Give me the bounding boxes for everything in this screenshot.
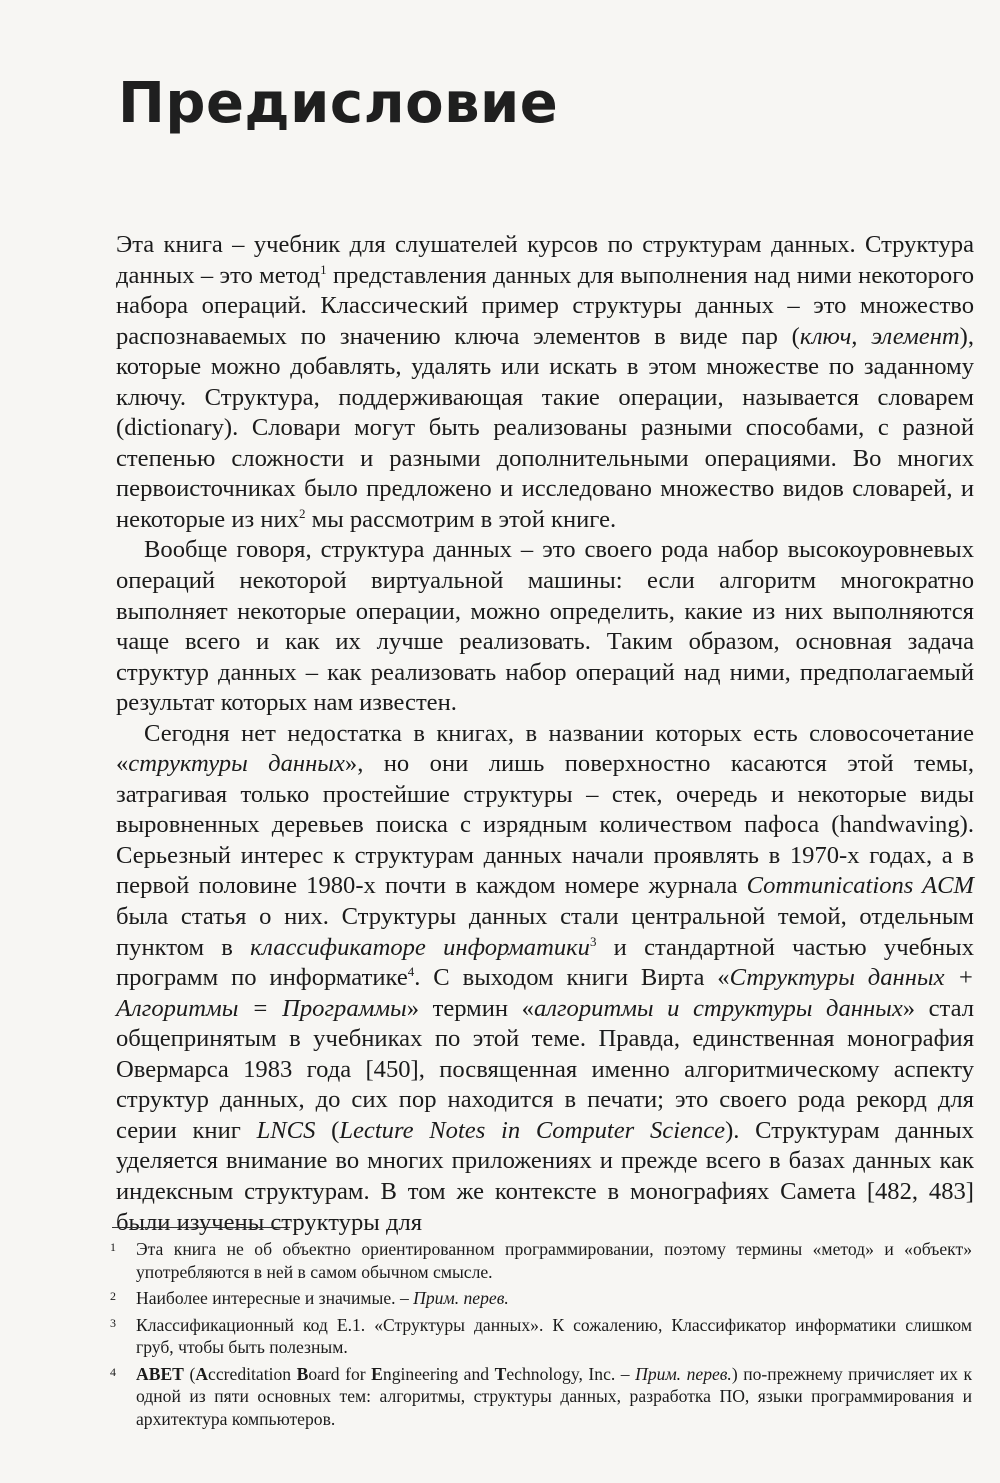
text-run: ). Структурам данных уделяется внимание во многих приложениях и прежде всего в базах данных как индексным структурам. В том же контексте в монографиях Самета [482, 483] были изучены структуры для (116, 1116, 974, 1236)
footnote-ref: 3 (589, 933, 597, 949)
italic-text: Структуры данных + Алгоритмы = Программы (116, 964, 974, 1022)
text-run: Наиболее интересные и значимые. – (136, 1288, 414, 1308)
footnote (104, 1363, 972, 1431)
body-text (116, 230, 974, 1238)
footnote-ref: 2 (299, 505, 306, 521)
footnote-number: 2 (110, 1289, 116, 1303)
italic-text: классификаторе информатики (250, 933, 590, 961)
italic-text: алгоритмы и структуры данных (533, 994, 903, 1022)
text-run: представления данных для выполнения над ними некоторого набора операций. Классический пример структуры данных – это множество распознаваемых по значению ключа элементов в виде пар ( (116, 261, 974, 350)
footnote-text (136, 1288, 509, 1308)
text-run: . С выходом книги Вирта « (414, 964, 730, 992)
bold-text: A (195, 1363, 209, 1384)
footnotes (104, 1238, 972, 1434)
footnote-text (136, 1364, 972, 1429)
text-run: ), которые можно добавлять, удалять или искать в этом множестве по заданному ключу. Структура, поддерживающая такие операции, называется словарем (dictionary). Словари могут быть реализованы разными способами, с разной степенью сложности и разными дополнительными операциями. Во многих первоисточниках было предложено и исследовано множество видов словарей, и некоторые из них (116, 322, 974, 533)
bold-text: ABET (136, 1363, 184, 1384)
italic-text: Прим. перев. (413, 1288, 509, 1308)
paragraph (116, 230, 974, 535)
text-run: ccreditation (208, 1363, 297, 1384)
bold-text: E (371, 1363, 383, 1384)
bold-text: B (296, 1363, 309, 1384)
text-run: oard for (308, 1363, 372, 1384)
footnote (104, 1287, 972, 1310)
text-run: », но они лишь поверхностно касаются этой темы, затрагивая только простейшие структуры – стек, очередь и некоторые виды выровненных деревьев поиска с изрядным количеством пафоса (handwaving). Серьезный интерес к структурам данных начали проявлять в 1970-х годах, а в первой половине 1980-х почти в каждом номере журнала (116, 750, 974, 900)
footnote-ref: 1 (320, 261, 327, 277)
footnote-number: 4 (110, 1364, 116, 1379)
italic-text: LNCS (256, 1116, 316, 1144)
text-run: » термин « (406, 994, 534, 1022)
text-run: и стандартной частью учебных программ по информатике (116, 933, 975, 992)
italic-text: Прим. перев. (635, 1363, 732, 1384)
italic-text: Communications ACM (746, 872, 974, 900)
text-run: » стал общепринятым в учебниках по этой теме. Правда, единственная монография Овермарса 1983 года [450], посвященная именно алгоритмическому аспекту структур данных, до сих пор находится в печати; это своего рода рекорд для серии книг (116, 994, 974, 1144)
footnote (104, 1238, 972, 1283)
footnote-number: 1 (110, 1240, 116, 1254)
paragraph (116, 719, 974, 1238)
page-title: Предисловие (118, 71, 559, 136)
text-run: Эта книга не об объектно ориентированном программировании, поэтому термины «метод» и «объект» употребляются в ней в самом обычном смысле. (136, 1239, 972, 1282)
text-run: ) по-прежнему причисляет их к одной из пяти основных тем: алгоритмы, структуры данных, разработка ПО, языки программирования и архитектура компьютеров. (136, 1363, 973, 1429)
text-run: мы рассмотрим в этой книге. (305, 505, 617, 533)
text-run: Вообще говоря, структура данных – это своего рода набор высокоуровневых операций некоторой виртуальной машины: если алгоритм многократно выполняет некоторые операции, можно определить, какие из них выполняются чаще всего и как их лучше реализовать. Таким образом, основная задача структур данных – как реализовать набор операций над ними, предполагаемый результат которых нам известен. (116, 536, 974, 717)
text-run: Классификационный код E.1. «Структуры данных». К сожалению, Классификатор информатики слишком груб, чтобы быть полезным. (136, 1314, 972, 1357)
footnote-text (136, 1315, 972, 1358)
italic-text: ключ, элемент (799, 322, 960, 350)
text-run: Эта книга – учебник для слушателей курсов по структурам данных. Структура данных – это метод (116, 231, 974, 289)
footnote-divider (112, 1227, 290, 1228)
italic-text: Lecture Notes in Computer Science (339, 1116, 726, 1144)
footnote-ref: 4 (407, 964, 415, 980)
text-run: ngineering and (382, 1363, 495, 1384)
text-run: ( (315, 1116, 340, 1144)
bold-text: T (494, 1363, 507, 1384)
text-run: была статья о них. Структуры данных стали центральной темой, отдельным пунктом в (116, 903, 974, 961)
text-run: ( (183, 1363, 196, 1384)
footnote-number: 3 (110, 1315, 116, 1330)
footnote-text (136, 1239, 972, 1282)
paragraph (116, 535, 974, 718)
italic-text: структуры данных (128, 750, 345, 778)
text-run: Сегодня нет недостатка в книгах, в названии которых есть словосочетание « (116, 719, 974, 778)
footnote (104, 1314, 972, 1359)
text-run: echnology, Inc. – (506, 1363, 636, 1384)
